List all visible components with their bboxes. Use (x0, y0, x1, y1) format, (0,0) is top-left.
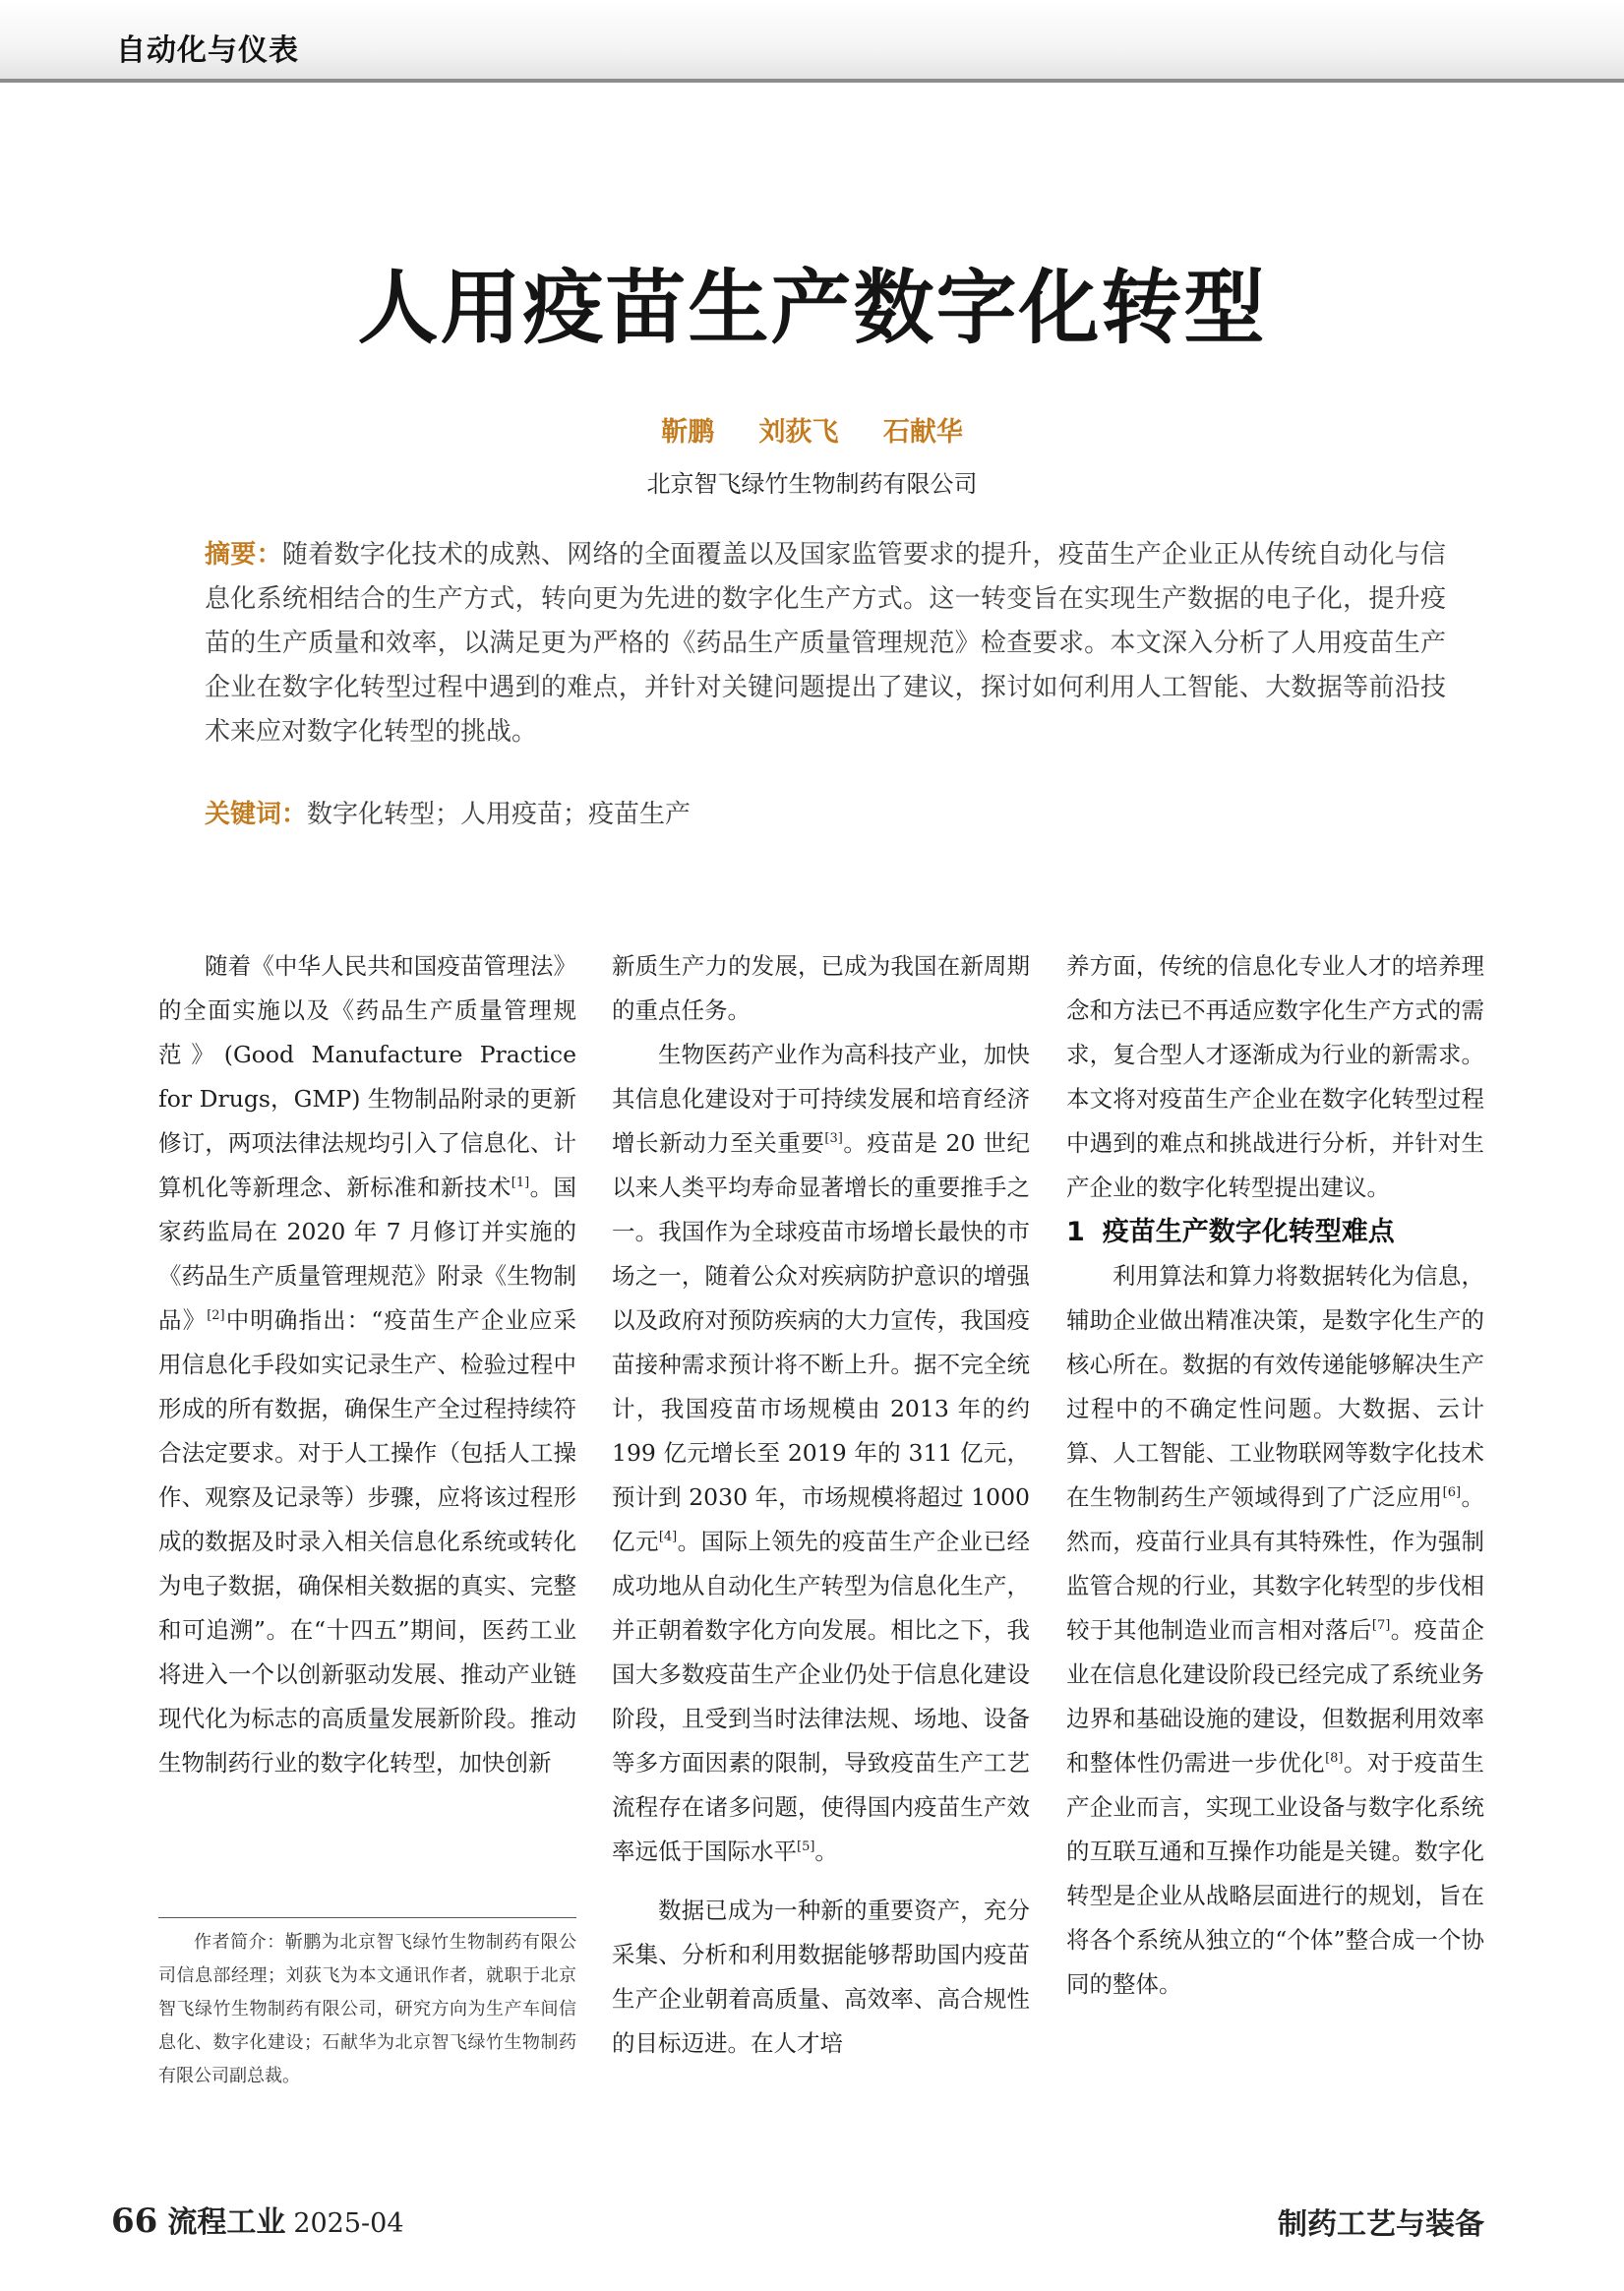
body-paragraph: 数据已成为一种新的重要资产，充分采集、分析和利用数据能够帮助国内疫苗生产企业朝着高质量、高效率、高合规性的目标迈进。在人才培 (612, 1897, 1030, 2057)
abstract-label: 摘要： (205, 540, 282, 570)
keywords (205, 795, 1446, 834)
citation: [7] (1371, 1618, 1391, 1634)
footnote-rule (158, 1917, 576, 1918)
header-rule (0, 79, 1624, 83)
author-name: 刘荻飞 (758, 417, 839, 448)
citation: [1] (511, 1176, 530, 1191)
citation: [2] (207, 1308, 225, 1324)
citation: [3] (824, 1131, 843, 1147)
article-title: 人用疫苗生产数字化转型 (357, 262, 1267, 355)
author-name: 靳鹏 (661, 417, 715, 448)
citation: [6] (1442, 1485, 1462, 1501)
author-list (0, 410, 1624, 449)
footer-column-name: 制药工艺与装备 (1278, 2207, 1484, 2242)
body-paragraph: 新质生产力的发展，已成为我国在新周期的重点任务。 (612, 952, 1030, 1024)
section-number: 1 (1066, 1217, 1085, 1247)
abstract-text: 随着数字化技术的成熟、网络的全面覆盖以及国家监管要求的提升，疫苗生产企业正从传统自动化与信息化系统相结合的生产方式，转向更为先进的数字化生产方式。这一转变旨在实现生产数据的电子化，提升疫苗的生产质量和效率，以满足更为严格的《药品生产质量管理规范》检查要求。本文深入分析了人用疫苗生产企业在数字化转型过程中遇到的难点，并针对关键问题提出了建议，探讨如何利用人工智能、大数据等前沿技术来应对数字化转型的挑战。 (205, 540, 1446, 747)
section-name: 自动化与仪表 (116, 33, 299, 68)
body-paragraph: 随着《中华人民共和国疫苗管理法》的全面实施以及《药品生产质量管理规范》(Good Manufacture Practice for Drugs，GMP) 生物制品附录的更新修订，两项法律法规均引入了信息化、计算机化等新理念、新标准和新技术[1]。国家药监局在 2020 年 7 月修订并实施的《药品生产质量管理规范》附录《生物制品》[2]中明确指出：“疫苗生产企业应采用信息化手段如实记录生产、检验过程中形成的所有数据，确保生产全过程持续符合法定要求。对于人工操作（包括人工操作、观察及记录等）步骤，应将该过程形成的数据及时录入相关信息化系统或转化为电子数据，确保相关数据的真实、完整和可追溯”。在“十四五”期间，医药工业将进入一个以创新驱动发展、推动产业链现代化为标志的高质量发展新阶段。推动生物制药行业的数字化转型，加快创新 (158, 952, 577, 1777)
body-paragraph: 利用算法和算力将数据转化为信息，辅助企业做出精准决策，是数字化生产的核心所在。数据的有效传递能够解决生产过程中的不确定性问题。大数据、云计算、人工智能、工业物联网等数字化技术在生物制药生产领域得到了广泛应用[6]。然而，疫苗行业具有其特殊性，作为强制监管合规的行业，其数字化转型的步伐相较于其他制造业而言相对落后[7]。疫苗企业在信息化建设阶段已经完成了系统业务边界和基础设施的建设，但数据利用效率和整体性仍需进一步优化[8]。对于疫苗生产企业而言，实现工业设备与数字化系统的互联互通和互操作功能是关键。数字化转型是企业从战略层面进行的规划，旨在将各个系统从独立的“个体”整合成一个协同的整体。 (1066, 1262, 1485, 1998)
body-column-2 (612, 944, 1030, 2066)
section-title: 疫苗生产数字化转型难点 (1102, 1217, 1395, 1247)
affiliation: 北京智飞绿竹生物制药有限公司 (646, 470, 978, 498)
body-column-1 (158, 944, 576, 1785)
citation: [5] (797, 1839, 815, 1855)
footer-journal (111, 2198, 404, 2241)
page-number: 66 (111, 2201, 158, 2241)
citation: [4] (658, 1530, 678, 1545)
author-name: 石献华 (882, 417, 963, 448)
issue-date: 2025-04 (293, 2208, 404, 2239)
body-paragraph: 生物医药产业作为高科技产业，加快其信息化建设对于可持续发展和培育经济增长新动力至关重要[3]。疫苗是 20 世纪以来人类平均寿命显著增长的重要推手之一。我国作为全球疫苗市场增长最快的市场之一，随着公众对疾病防护意识的增强以及政府对预防疾病的大力宣传，我国疫苗接种需求预计将不断上升。据不完全统计，我国疫苗市场规模由 2013 年的约 199 亿元增长至 2019 年的 311 亿元，预计到 2030 年，市场规模将超过 1000 亿元[4]。国际上领先的疫苗生产企业已经成功地从自动化生产转型为信息化生产，并正朝着数字化方向发展。相比之下，我国大多数疫苗生产企业仍处于信息化建设阶段，且受到当时法律法规、场地、设备等多方面因素的限制，导致疫苗生产工艺流程存在诸多问题，使得国内疫苗生产效率远低于国际水平[5]。 (612, 1041, 1031, 1865)
keywords-label: 关键词： (205, 800, 308, 829)
author-footnote: 作者简介：靳鹏为北京智飞绿竹生物制药有限公司信息部经理；刘荻飞为本文通讯作者，就职于北京智飞绿竹生物制药有限公司，研究方向为生产车间信息化、数字化建设；石献华为北京智飞绿竹生物制药有限公司副总裁。 (158, 1932, 576, 2086)
journal-name: 流程工业 (167, 2205, 286, 2240)
keywords-text: 数字化转型；人用疫苗；疫苗生产 (307, 800, 692, 829)
abstract (205, 533, 1446, 754)
body-column-3 (1066, 944, 1484, 2007)
section-heading (1066, 1210, 1484, 1254)
citation: [8] (1325, 1751, 1344, 1767)
body-paragraph: 养方面，传统的信息化专业人才的培养理念和方法已不再适应数字化生产方式的需求，复合型人才逐渐成为行业的新需求。本文将对疫苗生产企业在数字化转型过程中遇到的难点和挑战进行分析，并针对生产企业的数字化转型提出建议。 (1066, 952, 1484, 1201)
